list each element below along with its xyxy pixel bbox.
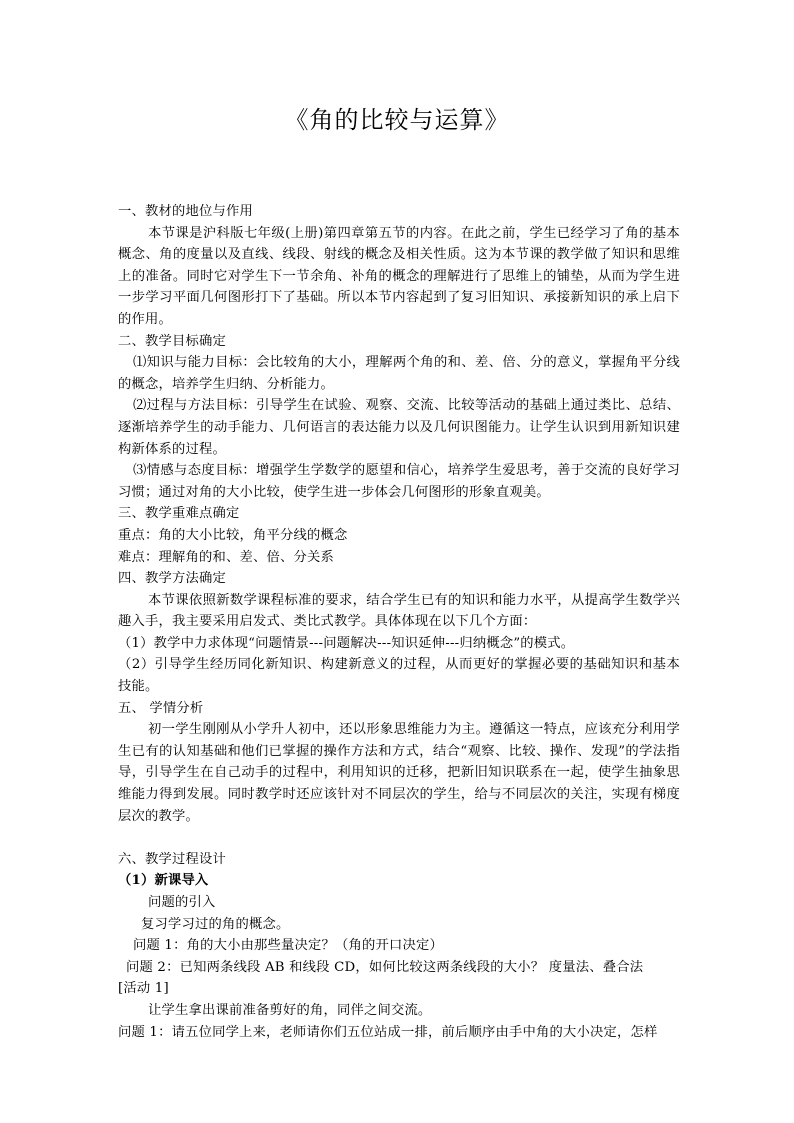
activity-1-label: [活动 1] [118,981,169,997]
section-heading-6: 六、教学过程设计 [118,851,226,867]
goal-emotion: ⑶情感与态度目标：增强学生学数学的愿望和信心，培养学生爱思考，善于交流的良好学习习惯；通过对角的大小比较，使学生进一步体会几何图形的形象直观美。 [118,463,680,500]
section-heading-4: 四、教学方法确定 [118,571,226,587]
goal-process: ⑵过程与方法目标：引导学生在试验、观察、交流、比较等活动的基础上通过类比、总结、逐渐培养学生的动手能力、几何语言的表达能力以及几何识图能力。让学生认识到用新知识建构新体系的过程。 [118,398,680,457]
difficult-point: 难点：理解角的和、差、倍、分关系 [118,549,334,565]
method-paragraph: 本节课依照新数学课程标准的要求，结合学生已有的知识和能力水平，从提高学生数学兴趣入手，我主要采用启发式、类比式教学。具体体现在以下几个方面： [118,592,680,630]
line-question-intro: 问题的引入 [148,895,216,910]
section-1-paragraph: 本节课是沪科版七年级(上册)第四章第五节的内容。在此之前，学生已经学习了角的基本概念、角的度量以及直线、线段、射线的概念及相关性质。这为本节课的教学做了知识和思维上的准备。同时它对学生下一节余角、补角的概念的理解进行了思维上的铺垫，从而为学生进一步学习平面几何图形打下了基础。所以本节内容起到了复习旧知识、承接新知识的承上启下的作用。 [118,225,680,327]
student-analysis-paragraph: 初一学生刚刚从小学升人初中，还以形象思维能力为主。遵循这一特点，应该充分利用学生已有的认知基础和他们已掌握的操作方法和方式，结合“观察、比较、操作、发现”的学法指导，引导学生在自己动手的过程中，利用知识的迁移，把新旧知识联系在一起，使学生抽象思维能力得到发展。同时教学时还应该针对不同层次的学生，给与不同层次的关注，实现有梯度层次的教学。 [118,722,680,824]
activity-1-text: 让学生拿出课前准备剪好的角，同伴之间交流。 [148,1002,432,1018]
activity-question-1: 问题 1：请五位同学上来，老师请你们五位站成一排，前后顺序由手中角的大小决定，怎样 [118,1024,658,1040]
section-heading-5: 五、 学情分析 [118,700,204,716]
method-item-1: （1）教学中力求体现“问题情景---问题解决---知识延伸---归纳概念”的模式。 [118,635,575,651]
goal-knowledge: ⑴知识与能力目标：会比较角的大小，理解两个角的和、差、倍、分的意义，掌握角平分线的概念，培养学生归纳、分析能力。 [118,355,680,392]
key-point: 重点：角的大小比较，角平分线的概念 [118,527,348,543]
question-1: 问题 1：角的大小由那些量决定？（角的开口决定） [133,938,444,954]
line-review: 复习学习过的角的概念。 [141,916,290,932]
document-body [118,201,680,1043]
section-heading-3: 三、教学重难点确定 [118,506,240,522]
section-heading-2: 二、教学目标确定 [118,333,226,349]
section-heading-1: 一、教材的地位与作用 [118,204,253,219]
blank-line [118,827,680,849]
document-title: 《角的比较与运算》 [284,106,510,134]
method-item-2: （2）引导学生经历同化新知识、构建新意义的过程，从而更好的掌握必要的基础知识和基本技能。 [118,657,680,695]
question-2: 问题 2：已知两条线段 AB 和线段 CD，如何比较这两条线段的大小？ 度量法、叠合法 [126,959,644,975]
subheading-new-lesson: （1）新课导入 [118,873,209,889]
